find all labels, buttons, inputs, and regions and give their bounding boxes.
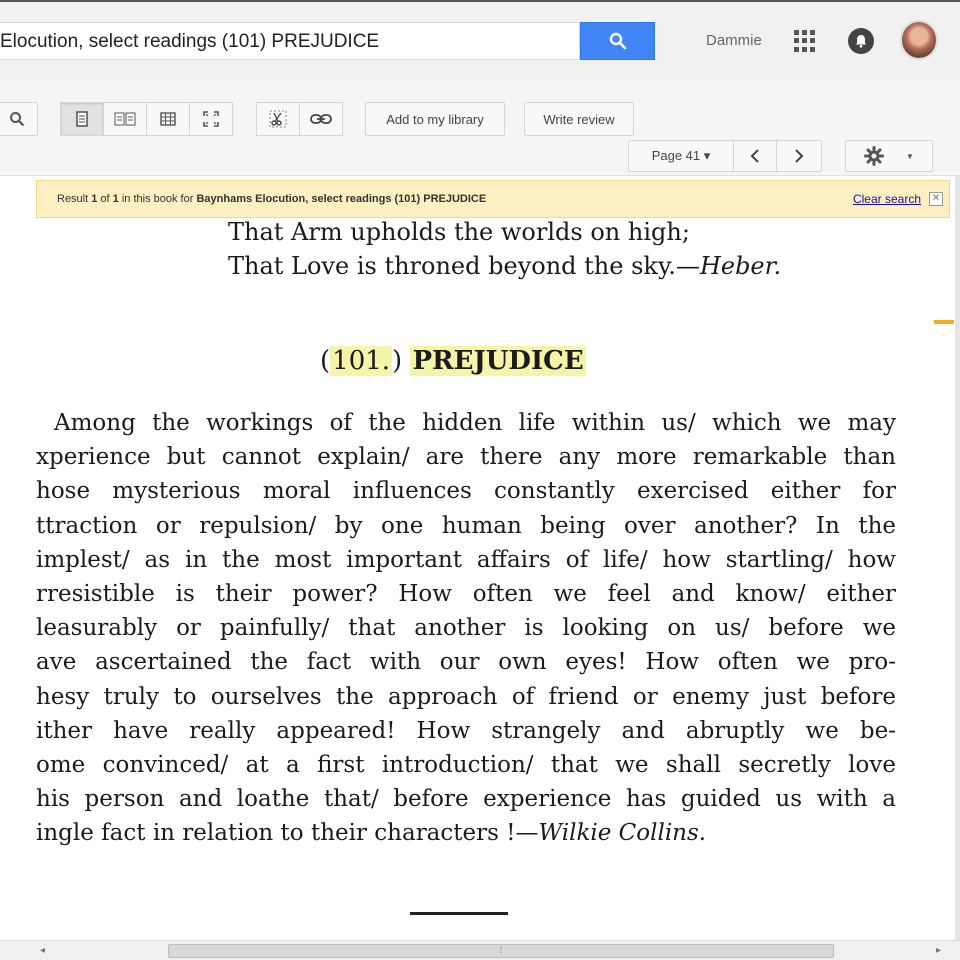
text-line: ingle fact in relation to their characters !—Wilkie Collins. xyxy=(36,820,707,847)
quote-author: Wilkie Collins. xyxy=(538,820,707,847)
two-page-icon xyxy=(114,111,136,127)
text-line: ither have really appeared! How strangely and abruptly we be- xyxy=(36,717,896,744)
chevron-left-icon xyxy=(750,149,760,163)
close-icon[interactable]: ✕ xyxy=(929,192,943,206)
text-line: ome convinced/ at a first introduction/ that we shall secretly love xyxy=(36,751,896,778)
chevron-down-icon: ▼ xyxy=(906,151,914,161)
search-hit-marker[interactable] xyxy=(934,320,954,324)
zoom-button[interactable] xyxy=(0,102,38,136)
chevron-right-icon xyxy=(794,149,804,163)
user-name[interactable]: Dammie xyxy=(706,32,762,49)
text-line: hose mysterious moral influences constantly exercised either for xyxy=(36,478,896,505)
paragraph xyxy=(36,406,896,850)
single-page-icon xyxy=(75,111,89,127)
previous-page-button[interactable] xyxy=(733,140,777,172)
verse-line: That Love is throned beyond the sky.—Heber. xyxy=(228,252,782,280)
search-input[interactable] xyxy=(0,22,580,60)
text-line: implest/ as in the most important affairs of life/ how startling/ how xyxy=(36,546,896,573)
two-page-view-button[interactable] xyxy=(103,102,147,136)
fullscreen-icon xyxy=(203,111,219,127)
text-line: leasurably or painfully/ that another is looking on us/ before we xyxy=(36,615,896,642)
scissors-icon xyxy=(269,110,287,128)
page-select-dropdown[interactable]: Page 41 ▾ xyxy=(628,140,734,172)
heading-title: PREJUDICE xyxy=(412,346,584,376)
avatar[interactable] xyxy=(900,20,938,60)
write-review-button[interactable]: Write review xyxy=(524,102,634,136)
result-summary: Result 1 of 1 in this book for Baynhams Elocution, select readings (101) PREJUDICE xyxy=(57,193,487,205)
text-line: his person and loathe that/ before experience has guided us with a xyxy=(36,786,896,813)
single-page-view-button[interactable] xyxy=(60,102,104,136)
link-button[interactable] xyxy=(299,102,343,136)
clear-search-link[interactable]: Clear search xyxy=(852,192,921,206)
verse-line: That Arm upholds the worlds on high; xyxy=(228,218,690,246)
vertical-scroll-track[interactable] xyxy=(955,176,960,940)
notifications-icon[interactable] xyxy=(848,28,874,54)
section-heading: (101.) PREJUDICE xyxy=(320,346,584,376)
settings-menu-button[interactable] xyxy=(845,140,933,172)
link-icon xyxy=(310,113,332,125)
scrollbar-thumb[interactable]: ⁞ xyxy=(168,944,834,958)
add-to-library-button[interactable]: Add to my library xyxy=(365,102,505,136)
next-page-button[interactable] xyxy=(776,140,822,172)
search-icon xyxy=(609,32,627,50)
thumbnail-view-button[interactable] xyxy=(146,102,190,136)
text-line: ave ascertained the fact with our own eyes! How often we pro- xyxy=(36,649,896,676)
clip-button[interactable] xyxy=(256,102,300,136)
horizontal-scrollbar[interactable] xyxy=(0,940,960,960)
magnifier-icon xyxy=(9,111,25,127)
text-line: hesy truly to ourselves the approach of friend or enemy just before xyxy=(36,683,896,710)
book-page xyxy=(0,218,955,940)
page-divider xyxy=(410,912,508,915)
gear-icon xyxy=(864,146,884,166)
text-line: ttraction or repulsion/ by one human being over another? In the xyxy=(36,512,896,539)
text-line: xperience but cannot explain/ are there any more remarkable than xyxy=(36,444,896,471)
fullscreen-button[interactable] xyxy=(189,102,233,136)
clip-link-group xyxy=(256,102,342,136)
text-line: rresistible is their power? How often we feel and know/ either xyxy=(36,580,896,607)
scroll-left-arrow-icon[interactable]: ◂ xyxy=(40,945,46,956)
verse-author: Heber. xyxy=(699,252,782,280)
viewer-toolbar xyxy=(0,80,960,176)
search-query-text: Elocution, select readings (101) PREJUDICE xyxy=(0,31,380,52)
top-bar xyxy=(0,0,960,80)
text-line: Among the workings of the hidden life within us/ which we may xyxy=(54,410,896,436)
view-mode-group xyxy=(60,102,232,136)
search-result-banner xyxy=(36,180,950,218)
scroll-right-arrow-icon[interactable]: ▸ xyxy=(936,945,942,956)
search-button[interactable] xyxy=(580,22,655,60)
apps-grid-icon[interactable] xyxy=(794,30,816,52)
heading-number: 101. xyxy=(332,346,391,376)
grid-view-icon xyxy=(160,112,176,126)
